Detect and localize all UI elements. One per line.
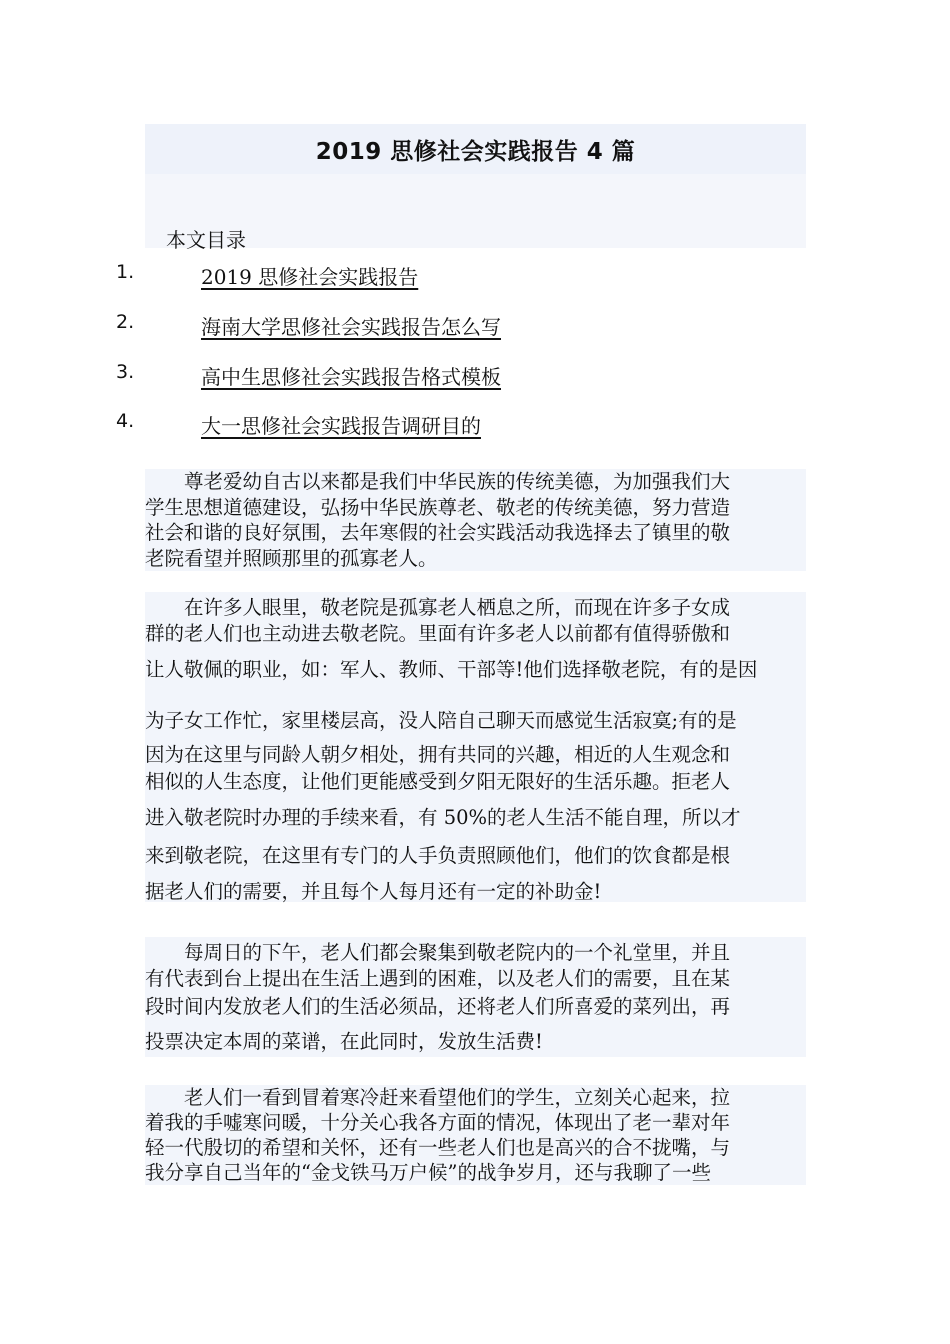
toc-label: 本文目录: [166, 228, 246, 252]
paragraph-line: 段时间内发放老人们的生活必须品，还将老人们所喜爱的菜列出，再: [145, 995, 731, 1018]
toc-item-4: [0, 410, 800, 440]
paragraph-3: [145, 937, 806, 1057]
paragraph-2: [145, 592, 806, 902]
paragraph-line: 让人敬佩的职业，如：军人、教师、干部等!他们选择敬老院，有的是因: [145, 658, 758, 681]
page-title: 2019 思修社会实践报告 4 篇: [315, 138, 636, 165]
paragraph-line: 据老人们的需要，并且每个人每月还有一定的补助金!: [145, 880, 602, 903]
toc-link-4[interactable]: 大一思修社会实践报告调研目的: [201, 414, 481, 438]
toc-link-3[interactable]: 高中生思修社会实践报告格式模板: [201, 365, 501, 389]
paragraph-line: 投票决定本周的菜谱，在此同时，发放生活费!: [145, 1030, 543, 1053]
toc-number: 2.: [116, 311, 135, 333]
paragraph-line: 我分享自己当年的“金戈铁马万户候”的战争岁月，还与我聊了一些: [145, 1161, 711, 1184]
paragraph-line: 轻一代殷切的希望和关怀，还有一些老人们也是高兴的合不拢嘴，与: [145, 1136, 731, 1159]
paragraph-4: [145, 1085, 806, 1185]
toc-item-1: [0, 261, 800, 291]
paragraph-1: [145, 469, 806, 571]
paragraph-line: 老院看望并照顾那里的孤寡老人。: [145, 546, 438, 570]
paragraph-line: 因为在这里与同龄人朝夕相处，拥有共同的兴趣，相近的人生观念和: [145, 743, 731, 766]
paragraph-line: 老人们一看到冒着寒冷赶来看望他们的学生，立刻关心起来，拉: [145, 1086, 731, 1109]
paragraph-line: 群的老人们也主动进去敬老院。里面有许多老人以前都有值得骄傲和: [145, 622, 731, 645]
paragraph-line: 每周日的下午，老人们都会聚集到敬老院内的一个礼堂里，并且: [145, 941, 731, 964]
paragraph-line: 社会和谐的良好氛围，去年寒假的社会实践活动我选择去了镇里的敬: [145, 521, 731, 544]
title-band: [145, 124, 806, 174]
paragraph-line: 进入敬老院时办理的手续来看，有 50%的老人生活不能自理，所以才: [145, 806, 741, 829]
toc-number: 4.: [116, 410, 135, 432]
paragraph-line: 尊老爱幼自古以来都是我们中华民族的传统美德，为加强我们大: [145, 470, 731, 493]
toc-number: 3.: [116, 361, 135, 383]
toc-link-2[interactable]: 海南大学思修社会实践报告怎么写: [201, 315, 501, 339]
paragraph-line: 在许多人眼里，敬老院是孤寡老人栖息之所，而现在许多子女成: [145, 596, 731, 619]
toc-item-3: [0, 361, 800, 391]
toc-item-2: [0, 311, 800, 341]
paragraph-line: 相似的人生态度，让他们更能感受到夕阳无限好的生活乐趣。拒老人: [145, 770, 731, 793]
paragraph-line: 学生思想道德建设，弘扬中华民族尊老、敬老的传统美德，努力营造: [145, 495, 731, 519]
paragraph-line: 为子女工作忙，家里楼层高，没人陪自己聊天而感觉生活寂寞;有的是: [145, 709, 737, 732]
paragraph-line: 着我的手嘘寒问暖，十分关心我各方面的情况，体现出了老一辈对年: [145, 1111, 731, 1134]
toc-number: 1.: [116, 261, 135, 283]
toc-link-1[interactable]: 2019 思修社会实践报告: [201, 265, 419, 289]
paragraph-line: 来到敬老院，在这里有专门的人手负责照顾他们，他们的饮食都是根: [145, 844, 731, 867]
paragraph-line: 有代表到台上提出在生活上遇到的困难，以及老人们的需要，且在某: [145, 967, 731, 990]
